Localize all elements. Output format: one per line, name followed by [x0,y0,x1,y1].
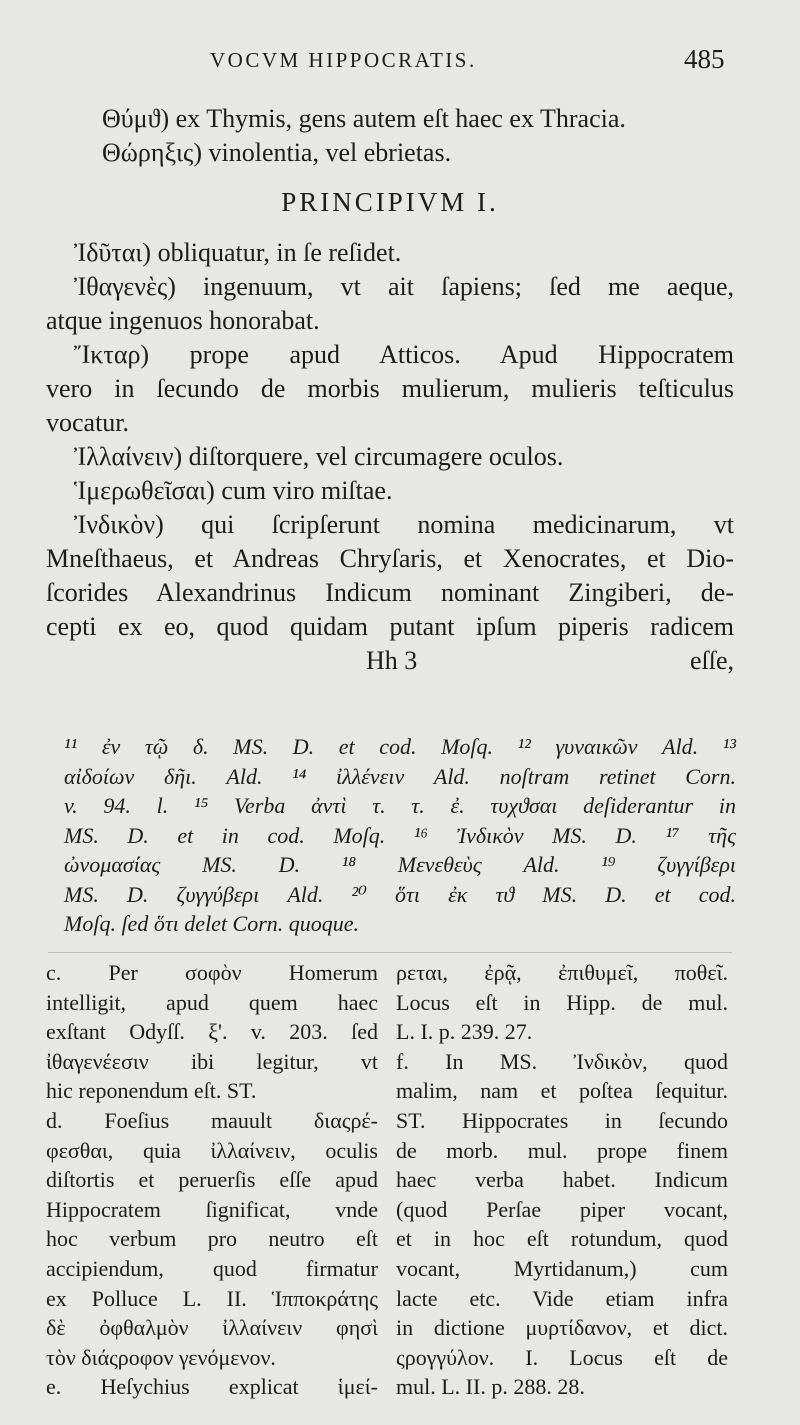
entry-line: cepti ex eo, quod quidam putant ipſum piperis radicem [46,612,734,641]
entry-line: vocatur. [46,408,130,437]
commentary-line: haec verba habet. Indicum [396,1167,728,1193]
note-line: MS. D. et in cod. Moſq. ¹⁶ Ἰνδικὸν MS. D. ¹⁷ τῆς [64,822,736,848]
commentary-line: lacte etc. Vide etiam infra [396,1285,728,1311]
commentary-line: de morb. mul. prope finem [396,1137,728,1163]
commentary-line: ST. Hippocrates in ſecundo [396,1107,728,1133]
entry-line: Ἱμερωθεῖσαι) cum viro miſtae. [74,476,393,505]
text-line: Θώρηξις) vinolentia, vel ebrietas. [102,138,452,167]
commentary-line: ἰθαγενέεσιν ibi legitur, vt [46,1048,378,1074]
text-line: Θύμϑ) ex Thymis, gens autem eſt haec ex Thracia. [102,104,626,133]
commentary-line: ex Polluce L. II. Ἱπποκράτης [46,1285,378,1311]
note-line: Moſq. ſed ὅτι delet Corn. quoque. [64,911,360,936]
note-line: ὠνομασίας MS. D. ¹⁸ Μενεθεὺς Ald. ¹⁹ ζυγγίβερι [64,852,736,877]
commentary-line: φεσθαι, quia ἰλλαίνειν, oculis [46,1137,378,1163]
commentary-line: δὲ ὀφθαλμὸν ἰλλαίνειν φησὶ [46,1315,378,1341]
catchword: eſſe, [689,646,734,675]
apparatus-notes [64,732,736,939]
commentary-line: malim, nam et poſtea ſequitur. [396,1078,728,1104]
commentary-line: mul. L. II. p. 288. 28. [396,1374,585,1400]
commentary-line: ςρογγύλον. I. Locus eſt de [396,1344,728,1370]
commentary-line: Hippocratem ſignificat, vnde [46,1196,378,1222]
signature-mark: Hh 3 [366,646,418,675]
entry-line: vero in ſecundo de morbis mulierum, mulieris teſticulus [46,374,734,403]
entry-line: Ἰλλαίνειν) diſtorquere, vel circumagere oculos. [74,442,564,471]
commentary-line: d. Foeſius mauult διαςρέ- [46,1107,378,1133]
commentary-line: hic reponendum eſt. ST. [46,1078,257,1104]
main-text [46,102,734,678]
commentary-line: diſtortis et peruerſis eſſe apud [46,1167,378,1193]
note-line: MS. D. ζυγγύβερι Ald. ²⁰ ὅτι ἐκ τϑ MS. D. et cod. [64,881,736,907]
note-line: v. 94. l. ¹⁵ Verba ἀντὶ τ. τ. ἐ. τυχϑσαι deſiderantur in [64,793,736,818]
page-header [0,44,800,84]
page-number: 485 [684,44,725,74]
commentary-line: e. Heſychius explicat ἱμεί- [46,1374,378,1400]
commentary-line: (quod Perſae piper vocant, [396,1196,728,1222]
commentary-line: et in hoc eſt rotundum, quod [396,1226,728,1252]
entry-line: atque ingenuos honorabat. [46,306,320,335]
commentary-line: ρεται, ἐρᾷ, ἐπιθυμεῖ, ποθεῖ. [396,960,728,985]
commentary-line: vocant, Myrtidanum,) cum [396,1255,728,1281]
entry-line: Ἰνδικὸν) qui ſcripſerunt nomina medicinarum, vt [74,510,734,539]
commentary-line: hoc verbum pro neutro eſt [46,1226,378,1252]
commentary-line: intelligit, apud quem haec [46,989,378,1015]
commentary-line: τὸν διάςροφον γενόμενον. [46,1344,276,1370]
commentary-line: L. I. p. 239. 27. [396,1019,533,1045]
note-line: ¹¹ ἐν τῷ δ. MS. D. et cod. Moſq. ¹² γυναικῶν Ald. ¹³ [64,734,736,759]
commentary-line: in dictione μυρτίδανον, et dict. [396,1315,728,1341]
divider-rule [48,952,732,953]
section-heading: PRINCIPIVM I. [281,187,499,217]
commentary-line: f. In MS. Ἰνδικὸν, quod [396,1048,728,1074]
running-head: VOCVM HIPPOCRATIS. [210,48,477,72]
signature-line [46,644,734,678]
entry-line: Ἰδῦται) obliquatur, in ſe reſidet. [74,238,402,267]
commentary-column-left [46,958,378,1402]
entry-line: Mneſthaeus, et Andreas Chryſaris, et Xenocrates, et Dio- [46,544,734,573]
commentary-line: exſtant Odyſſ. ξ'. v. 203. ſed [46,1019,378,1045]
commentary-column-right [396,958,728,1402]
entry-line: Ἰθαγενὲς) ingenuum, vt ait ſapiens; ſed me aeque, [74,272,734,301]
entry-line: Ἴκταρ) prope apud Atticos. Apud Hippocratem [74,340,734,369]
commentary-line: accipiendum, quod firmatur [46,1255,378,1281]
entry-line: ſcorides Alexandrinus Indicum nominant Zingiberi, de- [46,578,734,607]
note-line: αἰδοίων δῆι. Ald. ¹⁴ ἰλλένειν Ald. noſtram retinet Corn. [64,763,736,789]
commentary-line: Locus eſt in Hipp. de mul. [396,989,728,1015]
commentary-line: c. Per σοφὸν Homerum [46,960,378,985]
